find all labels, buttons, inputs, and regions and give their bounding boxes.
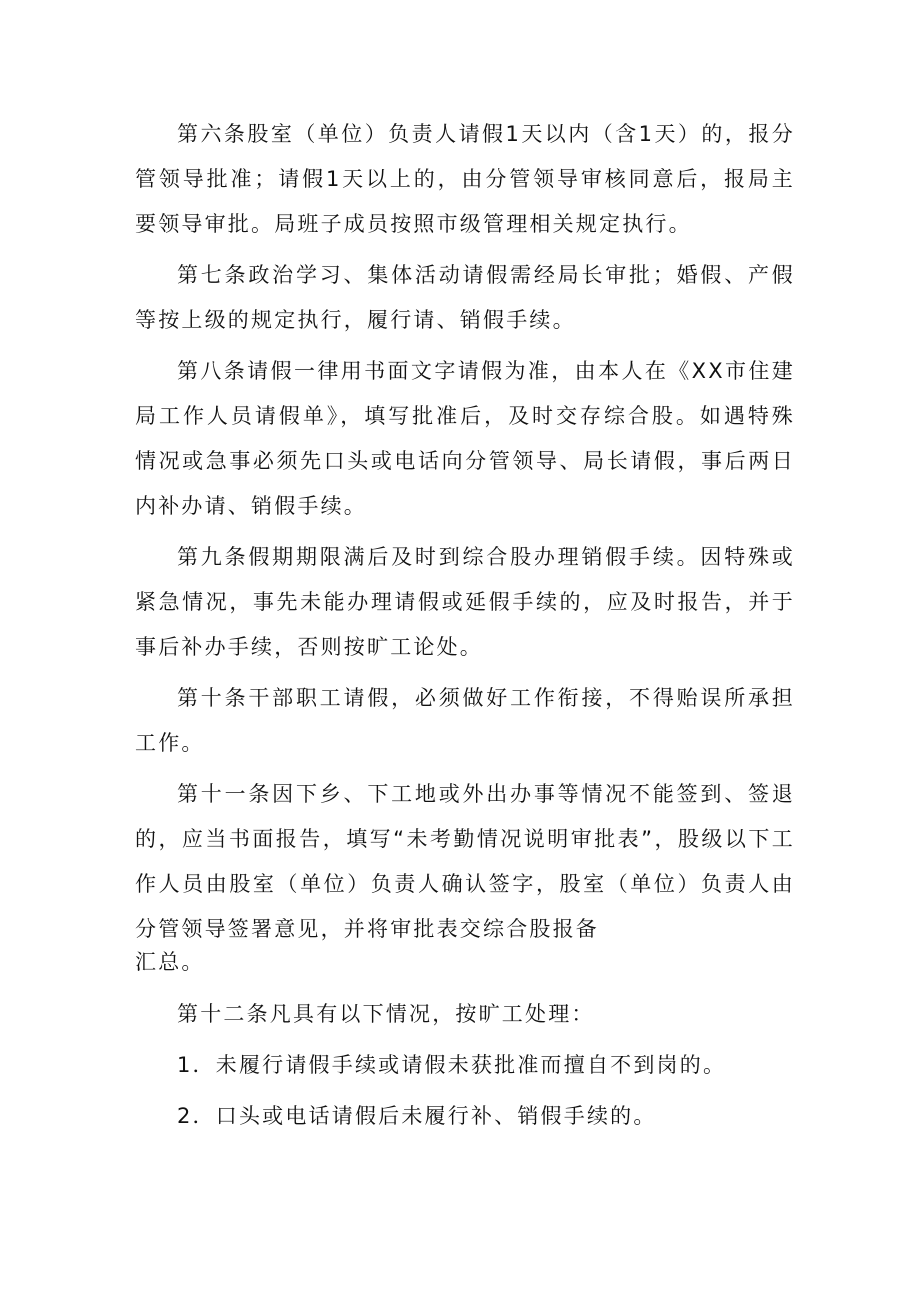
article-11-paragraph: 第十一条因下乡、下工地或外出办事等情况不能签到、签退的，应当书面报告，填写“未考勤情况说明审批表”，股级以下工作人员由股室（单位）负责人确认签字，股室（单位）负责人由分管领导签署意见，并将审批表交综合股报备 (135, 782, 795, 941)
article-9-paragraph: 第九条假期期限满后及时到综合股办理销假手续。因特殊或紧急情况，事先未能办理请假或延假手续的，应及时报告，并于事后补办手续，否则按旷工论处。 (135, 545, 795, 659)
article-12-paragraph: 第十二条凡具有以下情况，按旷工处理： (177, 1002, 595, 1026)
document-body (135, 112, 795, 1145)
article-7-paragraph: 第七条政治学习、集体活动请假需经局长审批；婚假、产假等按上级的规定执行，履行请、销假手续。 (135, 263, 795, 332)
article-10-paragraph: 第十条干部职工请假，必须做好工作衔接，不得贻误所承担工作。 (135, 686, 795, 755)
article-6-paragraph: 第六条股室（单位）负责人请假1天以内（含1天）的，报分管领导批准；请假1天以上的，由分管领导审核同意后，报局主要领导审批。局班子成员按照市级管理相关规定执行。 (135, 122, 795, 236)
article-12-item-1: 1．未履行请假手续或请假未获批准而擅自不到岗的。 (177, 1053, 727, 1077)
article-11-continuation: 汇总。 (135, 950, 205, 974)
article-12-item-2: 2．口头或电话请假后未履行补、销假手续的。 (177, 1104, 657, 1128)
article-8-paragraph: 第八条请假一律用书面文字请假为准，由本人在《XX市住建局工作人员请假单》，填写批准后，及时交存综合股。如遇特殊情况或急事必须先口头或电话向分管领导、局长请假，事后两日内补办请、销假手续。 (135, 359, 795, 518)
